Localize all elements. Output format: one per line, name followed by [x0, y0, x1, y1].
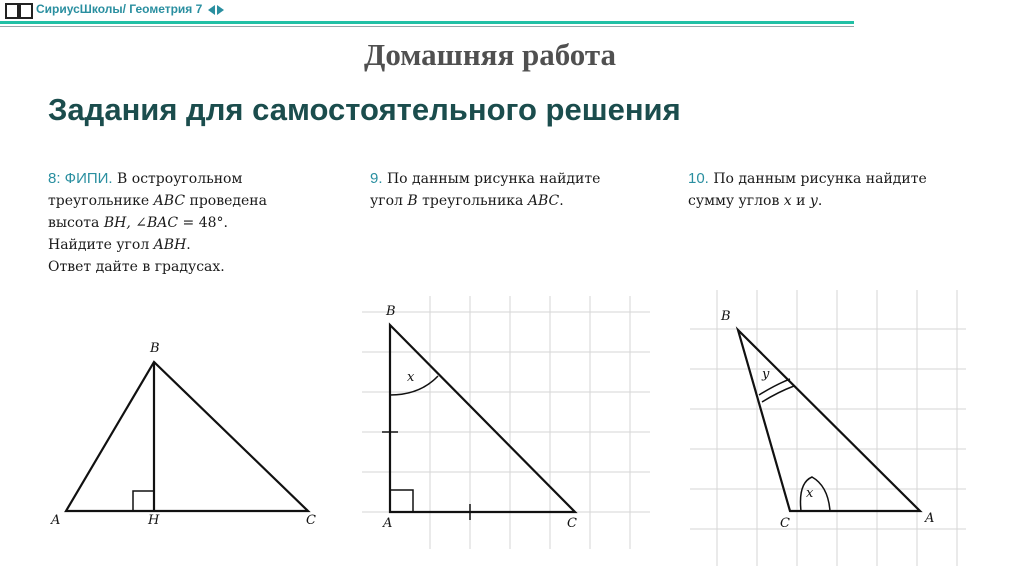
task-math: ABH: [153, 237, 187, 253]
task-text: = 48°.: [178, 215, 228, 231]
label-b: B: [386, 304, 396, 319]
label-c: C: [306, 513, 316, 528]
task-text: .: [817, 193, 823, 209]
task-text: высота: [48, 215, 104, 231]
label-b: B: [150, 341, 160, 356]
figure-10-triangle: [738, 330, 920, 511]
task-text: сумму углов: [688, 193, 784, 209]
label-h: H: [148, 513, 160, 528]
label-a: A: [383, 516, 393, 531]
label-a: A: [51, 513, 61, 528]
task-math: y: [809, 193, 818, 209]
label-b: B: [721, 309, 731, 324]
task-text: .: [186, 237, 191, 253]
task-text: .: [559, 193, 564, 209]
task-math: ABC: [153, 193, 186, 209]
figure-8-triangle: [66, 362, 308, 511]
label-angle-x: x: [806, 486, 814, 501]
figure-9-triangle: [382, 325, 575, 520]
brand-name: СириусШколы/: [36, 2, 126, 16]
task-number: 10.: [688, 170, 709, 187]
label-a: A: [925, 511, 935, 526]
task-math: BH, ∠BAC: [103, 215, 179, 231]
label-c: C: [780, 516, 790, 531]
task-text: и: [791, 193, 810, 209]
task-text: проведена: [185, 193, 267, 209]
label-angle-y: y: [762, 367, 770, 382]
task-text: Найдите угол: [48, 237, 154, 253]
task-math: B: [407, 193, 418, 209]
task-text: угол: [370, 193, 408, 209]
task-text: В остроугольном: [117, 171, 243, 187]
page-title: Домашняя работа: [364, 37, 616, 72]
task-math: ABC: [527, 193, 560, 209]
task-math: x: [783, 193, 792, 209]
task-text: Ответ дайте в градусах.: [48, 259, 225, 275]
task-text: треугольнике: [48, 193, 154, 209]
task-text: По данным рисунка найдите: [713, 171, 927, 187]
label-c: C: [567, 516, 577, 531]
label-angle-x: x: [407, 370, 415, 385]
task-text: треугольника: [417, 193, 528, 209]
task-number: 9.: [370, 170, 383, 187]
section-title: Задания для самостоятельного решения: [48, 92, 681, 127]
course-name: Геометрия 7: [125, 2, 203, 16]
task-number: 8: ФИПИ.: [48, 170, 113, 187]
task-text: По данным рисунка найдите: [386, 171, 601, 187]
